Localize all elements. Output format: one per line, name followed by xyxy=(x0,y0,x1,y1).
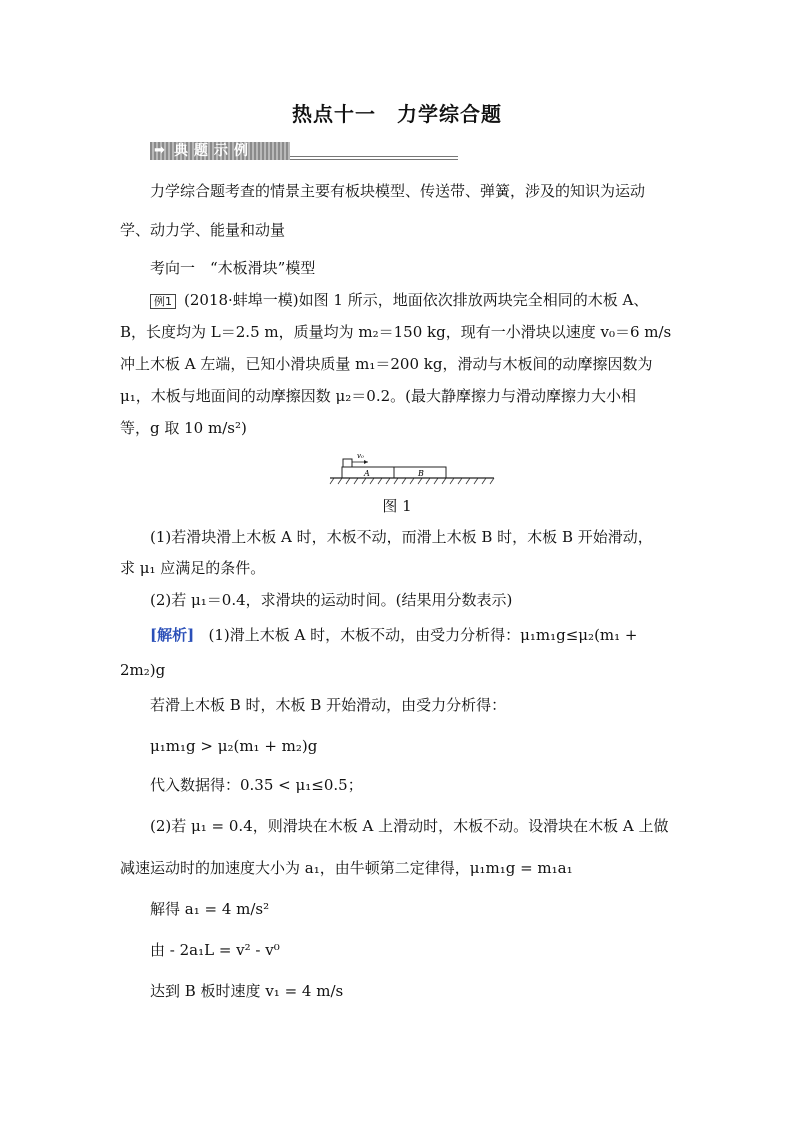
solution-line-2: 2m₂)g xyxy=(120,661,166,679)
solution-tag: [解析] xyxy=(150,626,195,644)
solution-line-10: 达到 B 板时速度 v₁ = 4 m/s xyxy=(150,982,344,1000)
solution-line-5: 代入数据得：0.35 < μ₁≤0.5； xyxy=(150,776,363,794)
banner-rule xyxy=(290,156,458,157)
page-title: 热点十一 力学综合题 xyxy=(292,102,502,126)
solution-line-6: (2)若 μ₁ = 0.4，则滑块在木板 A 上滑动时，木板不动。设滑块在木板 A 上做 xyxy=(150,817,669,835)
example-tag: 例1 xyxy=(150,294,176,309)
slider-block xyxy=(343,459,352,467)
example-line-4: μ₁，木板与地面间的动摩擦因数 μ₂＝0.2。(最大静摩擦力与滑动摩擦力大小相 xyxy=(120,387,637,405)
label-b: B xyxy=(418,469,424,478)
example-line-2: B，长度均为 L＝2.5 m，质量均为 m₂＝150 kg，现有一小滑块以速度 v₀＝6 m/s xyxy=(120,323,672,341)
solution-line-7: 减速运动时的加速度大小为 a₁，由牛顿第二定律得，μ₁m₁g = m₁a₁ xyxy=(120,859,573,877)
solution-line-8: 解得 a₁ = 4 m/s² xyxy=(150,900,270,918)
banner-rule xyxy=(290,159,458,160)
solution-line-3: 若滑上木板 B 时，木板 B 开始滑动，由受力分析得： xyxy=(150,696,507,714)
label-v0: v₀ xyxy=(357,452,364,460)
example-line-5: 等，g 取 10 m/s²) xyxy=(120,419,247,437)
arrow-icon: ➡ xyxy=(154,143,165,158)
section-banner xyxy=(150,139,458,163)
solution-line-9: 由 - 2a₁L = v² - v⁰ xyxy=(150,941,280,959)
example-line-1 xyxy=(150,290,648,310)
intro-line-2: 学、动力学、能量和动量 xyxy=(120,221,286,239)
example-line-3: 冲上木板 A 左端，已知小滑块质量 m₁＝200 kg，滑动与木板间的动摩擦因数为 xyxy=(120,355,653,373)
label-a: A xyxy=(364,469,370,478)
question-1-line-1: (1)若滑块滑上木板 A 时，木板不动，而滑上木板 B 时，木板 B 开始滑动， xyxy=(150,528,653,546)
ground-hatch xyxy=(330,478,494,484)
arrow-head-icon xyxy=(364,460,368,464)
solution-line-4: μ₁m₁g > μ₂(m₁ + m₂)g xyxy=(150,737,318,755)
banner-label: 典题示例 xyxy=(174,143,254,159)
figure-1-diagram xyxy=(328,450,496,486)
question-2: (2)若 μ₁＝0.4，求滑块的运动时间。(结果用分数表示) xyxy=(150,591,513,609)
question-1-line-2: 求 μ₁ 应满足的条件。 xyxy=(120,559,266,577)
solution-text: (1)滑上木板 A 时，木板不动，由受力分析得：μ₁m₁g≤μ₂(m₁ + xyxy=(208,626,638,644)
solution-line-1 xyxy=(150,625,638,645)
example-text: (2018·蚌埠一模)如图 1 所示，地面依次排放两块完全相同的木板 A、 xyxy=(184,291,649,309)
section-heading: 考向一 “木板滑块”模型 xyxy=(150,259,316,277)
intro-line-1: 力学综合题考查的情景主要有板块模型、传送带、弹簧，涉及的知识为运动 xyxy=(150,182,646,200)
figure-caption: 图 1 xyxy=(382,497,412,515)
